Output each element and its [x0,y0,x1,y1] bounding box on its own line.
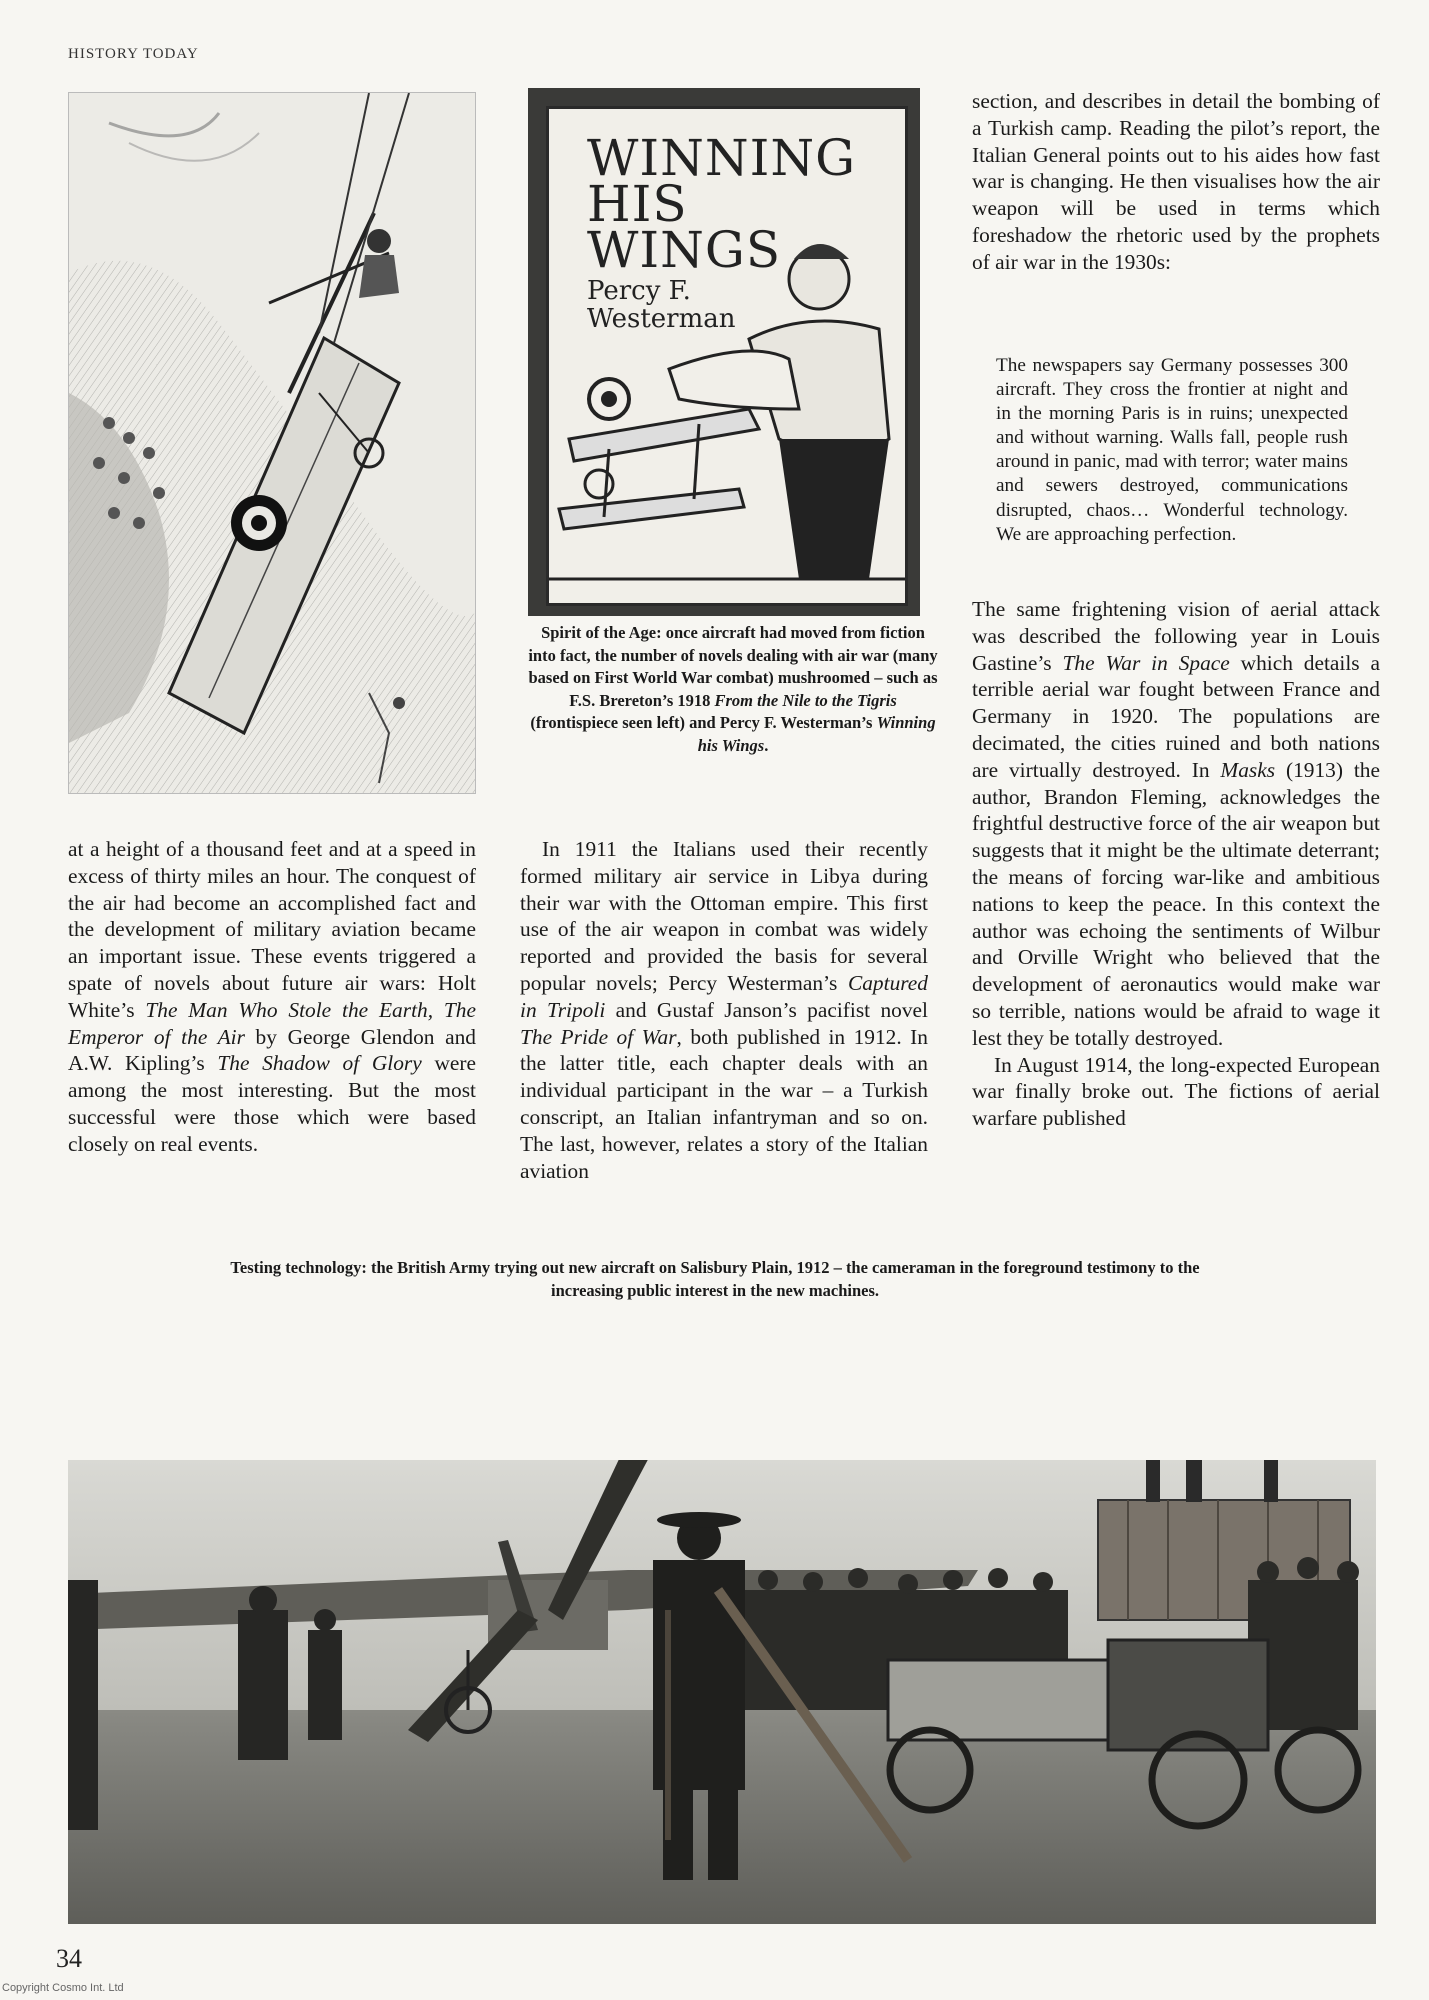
photo-scene [68,1460,1376,1924]
book-cover [546,106,908,606]
text: , both published in 1912. In the latter title, each chapter deals with an individual participant in the war – a Turkish conscript, an Italian infantryman and so on. The last, however, relates a story of the Italian aviation [520,1024,928,1183]
photo-salisbury-plain [68,1460,1376,1924]
column-middle [520,836,928,1184]
text: which details a terrible aerial war fought between France and Germany in 1920. The populations are decimated, the cities ruined and both nations are virtually destroyed. In [972,650,1380,782]
caption-part: (frontispiece seen left) and Percy F. Westerman’s [530,713,877,732]
caption-title: Winning his Wings [697,713,936,755]
column-right-bottom [972,596,1380,1132]
text: The same frightening vision of aerial attack was described the following year in Louis Gastine’s [972,597,1380,675]
illustration-drawing [69,93,475,793]
column-right-top [972,88,1380,276]
text: at a height of a thousand feet and at a speed in excess of thirty miles an hour. The conquest of the air had become an accomplished fact and the development of military aviation became an important issue. These events triggered a spate of novels about future air wars: Holt White’s [68,837,476,1022]
page-number: 34 [56,1944,82,1973]
caption-part: Spirit of the Age: once aircraft had moved from fiction into fact, the number of novels dealing with air war (many based on First World War combat) mushroomed – such as F.S. Brereton’s 1918 [528,623,938,710]
copyright-notice: Copyright Cosmo Int. Ltd [2,1982,124,1994]
paragraph [972,596,1380,1052]
book-title: Captured in Tripoli [520,970,928,1022]
book-title: The Pride of War [520,1024,677,1049]
caption-book-cover [528,622,938,757]
book-title: The War in Space [1062,650,1230,675]
text: In 1911 the Italians used their recently formed military air service in Libya during their war with the Ottoman empire. This first use of the air weapon in combat was widely reported and provided the basis for several popular novels; Percy Westerman’s [520,837,928,995]
book-title: The Man Who Stole the Earth, The Emperor of the Air [68,997,476,1049]
caption-part: . [764,735,769,755]
paragraph: In August 1914, the long-expected European war finally broke out. The fictions of aerial warfare published [972,1052,1380,1131]
paragraph [68,836,476,1158]
running-head: HISTORY TODAY [68,46,199,62]
text: (1913) the author, Brandon Fleming, acknowledges the frightful destructive force of the air weapon but suggests that it might be the ultimate deterrant; the means of forcing war-like and ambitious nations to keep the peace. In this context the author was echoing the sentiments of Wilbur and Orville Wright who believed that the development of aeronautics would make war so terrible, nations would be afraid to wage it lest they be totally destroyed. [972,757,1381,1050]
paragraph: section, and describes in detail the bombing of a Turkish camp. Reading the pilot’s report, the Italian General points out to his aides how fast war is changing. He then visualises how the air weapon will be used in terms which foreshadow the rhetoric used by the prophets of air war in the 1930s: [972,89,1380,274]
block-quote: The newspapers say Germany possesses 300 aircraft. They cross the frontier at night and in the morning Paris is in ruins; unexpected and without warning. Walls fall, people rush around in panic, mad with terror; water mains and sewers destroyed, communications disrupted, chaos… Wonderful technology. We are approaching perfection. [996,355,1348,545]
text: by George Glendon and A.W. Kipling’s [68,1024,476,1076]
illustration-aircraft [68,92,476,794]
cover-author: Percy F. Westerman [587,276,736,334]
text: and Gustaf Janson’s pacifist novel [605,997,928,1022]
book-title: The Shadow of Glory [217,1051,422,1076]
text: were among the most interesting. But the most successful were those which were based closely on real events. [68,1051,476,1156]
column-left [68,836,476,1158]
book-title: Masks [1220,757,1276,782]
paragraph [520,836,928,1184]
caption-title: From the Nile to the Tigris [714,690,897,710]
cover-title: WINNING HIS WINGS [587,129,857,279]
book-cover-photo [528,88,920,616]
caption-photo: Testing technology: the British Army trying out new aircraft on Salisbury Plain, 1912 – the cameraman in the foreground testimony to the increasing public interest in the new machines. [230,1258,1200,1300]
